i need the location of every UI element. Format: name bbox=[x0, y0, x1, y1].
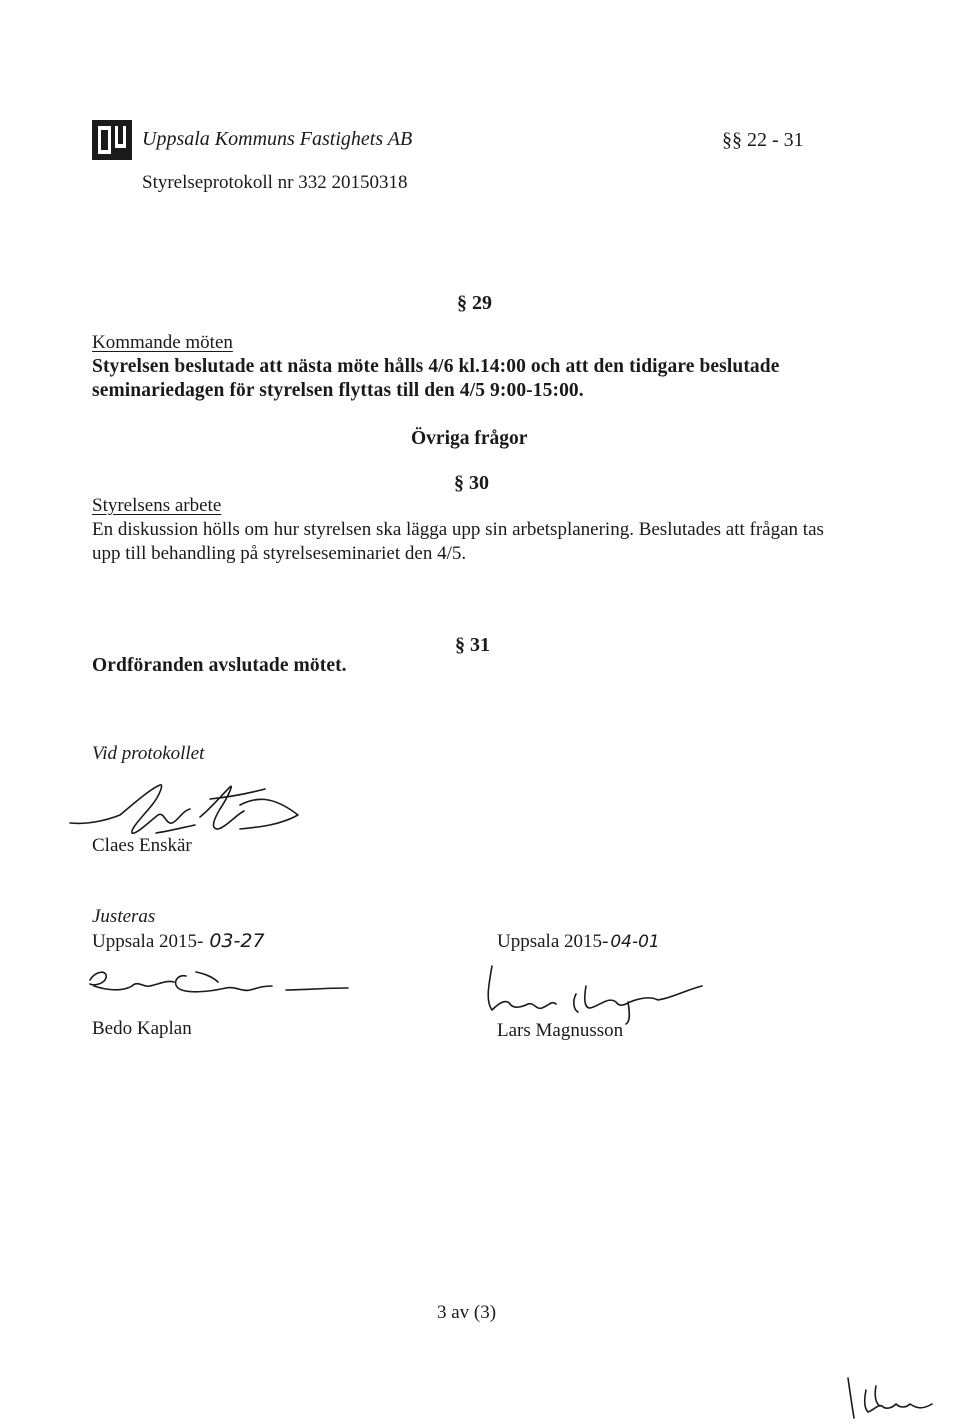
left-place-date bbox=[92, 930, 265, 953]
company-name: Uppsala Kommuns Fastighets AB bbox=[142, 128, 413, 150]
section-30-heading: Styrelsens arbete bbox=[92, 495, 222, 516]
section-30-number: § 30 bbox=[454, 472, 489, 494]
left-handwritten-date: 03-27 bbox=[209, 930, 265, 952]
vid-protokollet-label: Vid protokollet bbox=[92, 743, 205, 764]
chair-signature bbox=[86, 966, 356, 1006]
other-matters-heading: Övriga frågor bbox=[411, 428, 528, 449]
section-30-line-2: upp till behandling på styrelseseminariet den 4/5. bbox=[92, 543, 467, 564]
company-logo bbox=[92, 120, 132, 160]
member-signature bbox=[480, 958, 710, 1028]
section-31-text: Ordföranden avslutade mötet. bbox=[92, 655, 347, 676]
section-31-number: § 31 bbox=[455, 634, 490, 656]
left-place-date-prefix: Uppsala 2015- bbox=[92, 931, 204, 952]
member-name: Lars Magnusson bbox=[497, 1020, 624, 1041]
section-29-line-2: seminariedagen för styrelsen flyttas till den 4/5 9:00-15:00. bbox=[92, 380, 584, 401]
paragraph-range: §§ 22 - 31 bbox=[722, 129, 804, 151]
section-29-heading: Kommande möten bbox=[92, 332, 233, 353]
right-place-date bbox=[497, 931, 660, 953]
section-30-line-1: En diskussion hölls om hur styrelsen ska lägga upp sin arbetsplanering. Beslutades att frågan tas bbox=[92, 519, 824, 540]
section-29-number: § 29 bbox=[457, 292, 492, 314]
initials-mark bbox=[840, 1372, 950, 1422]
chair-name: Bedo Kaplan bbox=[92, 1018, 192, 1039]
right-place-date-prefix: Uppsala 2015- bbox=[497, 931, 609, 952]
secretary-name: Claes Enskär bbox=[92, 835, 192, 856]
section-29-line-1: Styrelsen beslutade att nästa möte hålls 4/6 kl.14:00 och att den tidigare beslutade bbox=[92, 356, 780, 377]
protocol-title: Styrelseprotokoll nr 332 20150318 bbox=[142, 172, 408, 193]
justeras-label: Justeras bbox=[92, 906, 156, 927]
page-number: 3 av (3) bbox=[437, 1302, 497, 1323]
right-handwritten-date: 04-01 bbox=[610, 932, 660, 952]
